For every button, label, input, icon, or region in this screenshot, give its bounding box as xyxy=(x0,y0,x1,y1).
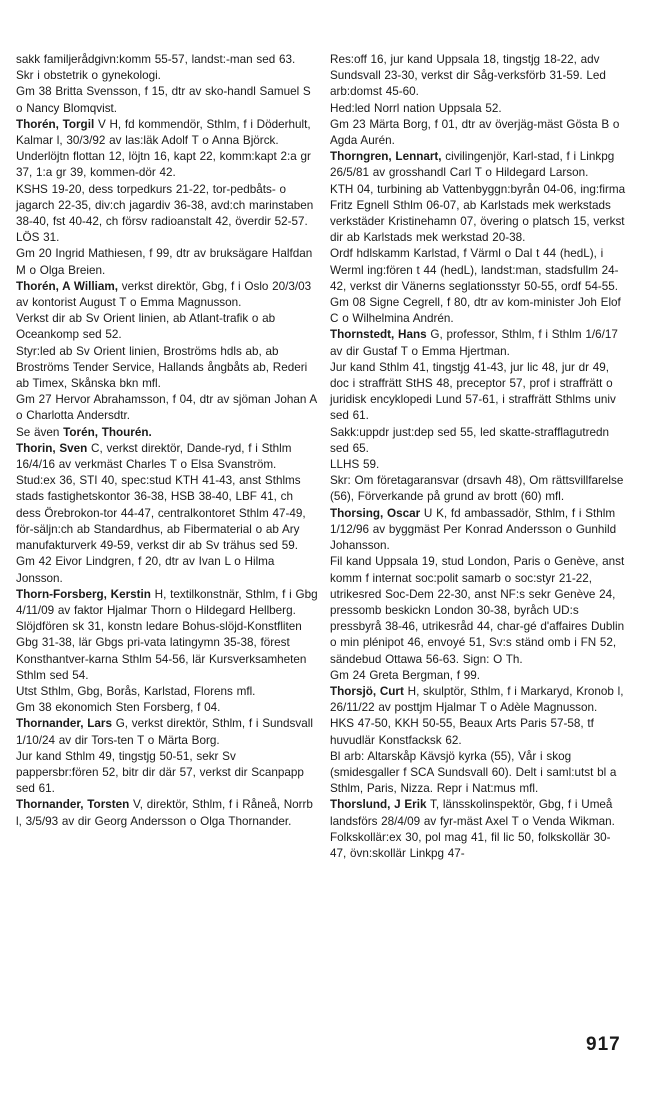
text-paragraph xyxy=(16,554,320,586)
text-paragraph xyxy=(16,425,320,441)
entry-text: H, textilkonstnär, Sthlm, f i Gbg 4/11/09 av faktor Hjalmar Thorn o Hildegard Hellberg. xyxy=(16,587,318,617)
entry-text: Gm 24 Greta Bergman, f 99. xyxy=(330,668,480,682)
entry-text: LÖS 31. xyxy=(16,231,60,245)
entry-name: Thorslund, J Erik xyxy=(330,798,427,812)
text-paragraph xyxy=(16,716,320,748)
entry-text: Jur kand Sthlm 41, tingstjg 41-43, jur lic 48, jur dr 49, doc i straffrätt StHS 48, preceptor 57, prof i straffrätt o juridisk encyklopedi Lund 57-61, i straffrätt Sthlms univ sed 61. xyxy=(330,360,616,423)
entry-text: Gm 23 Märta Borg, f 01, dtr av överjäg-mäst Gösta B o Agda Aurén. xyxy=(330,117,620,148)
text-paragraph xyxy=(330,182,626,247)
page-number: 917 xyxy=(586,1034,621,1055)
entry-name: Thornander, Torsten xyxy=(16,798,130,812)
text-paragraph xyxy=(16,149,320,181)
text-paragraph xyxy=(16,279,320,311)
text-paragraph xyxy=(330,716,626,748)
entry-text: H, skulptör, Sthlm, f i Markaryd, Kronob l, 26/11/22 av posttjm Hjalmar T o Adèle Magnusson. xyxy=(330,684,624,715)
entry-text: Folkskollär:ex 30, pol mag 41, fil lic 50, folkskollär 30-47, övn:skollär Linkpg 47- xyxy=(330,830,611,860)
text-paragraph xyxy=(16,246,320,278)
text-paragraph xyxy=(330,149,626,181)
entry-text: Gm 38 ekonomich Sten Forsberg, f 04. xyxy=(16,701,221,715)
entry-text: T, länsskolinspektör, Gbg, f i Umeå landsförs 28/4/09 av fyr-mäst Axel T o Venda Wikman. xyxy=(330,798,615,828)
entry-text: KTH 04, turbining ab Vattenbyggn:byrån 04-06, ing:firma Fritz Egnell Sthlm 06-07, ab Karlstads mek werkstads verkstäder Kristinehamn 07, övering o platsch 15, verkst dir ab Karlstads mek werkstad 20-38. xyxy=(330,182,626,245)
text-paragraph xyxy=(330,506,626,555)
text-paragraph xyxy=(16,619,320,684)
entry-name: Thorin, Sven xyxy=(16,441,88,455)
text-paragraph xyxy=(330,425,626,457)
entry-text: Slöjdfören sk 31, konstn ledare Bohus-slöjd-Konstfliten Gbg 31-38, lär Gbgs pri-vata latingymn 35-38, förest Konsthantver-karna Sthlm 54-56, lär Kursverksamheten Sthlm sed 54. xyxy=(16,620,307,682)
entry-text: Bl arb: Altarskåp Kävsjö kyrka (55), Vår i skog (smidesgaller f SCA Sundsvall 60). Delt i saml:utst bl a Sthlm, Paris, Nizza. Repr i Nat:mus mfl. xyxy=(330,749,617,796)
entry-name: Thorsing, Oscar xyxy=(330,506,421,520)
entry-text: HKS 47-50, KKH 50-55, Beaux Arts Paris 57-58, tf huvudlär Konstfacksk 62. xyxy=(330,717,594,747)
text-paragraph xyxy=(16,230,320,246)
right-column xyxy=(330,52,626,862)
text-paragraph xyxy=(16,441,320,473)
text-paragraph xyxy=(16,117,320,149)
entry-text: civilingenjör, Karl-stad, f i Linkpg 26/5/81 av grosshandl Carl T o Hildegard Larson. xyxy=(330,150,615,180)
entry-name: Thorngren, Lennart, xyxy=(330,150,442,164)
text-paragraph xyxy=(16,392,320,424)
text-paragraph xyxy=(16,797,320,829)
entry-text: Gm 08 Signe Cegrell, f 80, dtr av kom-minister Joh Elof C o Wilhelmina Andrén. xyxy=(330,296,621,326)
entry-text: V, direktör, Sthlm, f i Råneå, Norrb l, 3/5/93 av dir Georg Andersson o Olga Thornander. xyxy=(16,798,313,828)
entry-text: C, verkst direktör, Dande-ryd, f i Sthlm 16/4/16 av verkmäst Charles T o Elsa Svanström. xyxy=(16,441,292,472)
entry-text: Ordf hdlskamm Karlstad, f Värml o Dal t 44 (hedL), i Werml ing:fören t 44 (hedL), landst:man, stadsfullm 24-42, verkst dir Vänerns seglationsstyr 50-55, ordf 54-55. xyxy=(330,247,619,293)
text-paragraph xyxy=(330,295,626,327)
text-paragraph xyxy=(16,684,320,700)
cross-reference: Torén, Thourén. xyxy=(63,425,152,439)
text-paragraph xyxy=(330,457,626,473)
entry-text: Verkst dir ab Sv Orient linien, ab Atlant-trafik o ab Oceankomp sed 52. xyxy=(16,312,276,342)
entry-name: Thorn-Forsberg, Kerstin xyxy=(16,587,151,601)
text-paragraph xyxy=(16,311,320,343)
entry-name: Thorén, Torgil xyxy=(16,117,95,131)
entry-text: Gm 38 Britta Svensson, f 15, dtr av sko-handl Samuel S o Nancy Blomqvist. xyxy=(16,85,311,115)
entry-text: LLHS 59. xyxy=(330,458,380,472)
text-paragraph xyxy=(330,117,626,149)
text-paragraph xyxy=(330,246,626,295)
entry-name: Thorén, A William, xyxy=(16,279,118,293)
text-paragraph xyxy=(330,797,626,829)
entry-text: Gm 27 Hervor Abrahamsson, f 04, dtr av sjöman Johan A o Charlotta Andersdtr. xyxy=(16,393,317,423)
text-paragraph xyxy=(330,360,626,425)
text-paragraph xyxy=(16,749,320,798)
left-column xyxy=(16,52,320,830)
text-paragraph xyxy=(16,473,320,554)
text-paragraph xyxy=(330,684,626,716)
entry-text: Sakk:uppdr just:dep sed 55, led skatte-strafflagutredn sed 65. xyxy=(330,425,610,455)
entry-text: Jur kand Sthlm 49, tingstjg 50-51, sekr Sv pappersbr:fören 52, bitr dir där 57, verkst dir Scanpapp sed 61. xyxy=(16,749,304,796)
entry-text: Stud:ex 36, STI 40, spec:stud KTH 41-43, anst Sthlms stads fastighetskontor 36-38, HSB 38-40, LBF 41, ch dess Örebrokon-tor 44-47, centralkontoret Sthlm 47-49, för-säljn:ch ab Standardhus, ab Fibermaterial o ab Ary manufakturverk 49-59, verkst dir ab Sv trähus sed 59. xyxy=(16,474,306,553)
entry-text: KSHS 19-20, dess torpedkurs 21-22, tor-pedbåts- o jagarch 22-35, div:ch jagardiv 36-38, avd:ch marinstaben 38-40, fst 40-42, ch försv radioanstalt 42, överdir 52-57. xyxy=(16,182,314,229)
entry-name: Thorsjö, Curt xyxy=(330,684,404,698)
entry-text: Fil kand Uppsala 19, stud London, Paris o Genève, anst komm f internat soc:polit samarb o soc:styr 21-22, utrikesred Soc-Dem 22-30, anst NF:s sekr Genève 24, pressomb beskickn London 30-38, byråch UD:s pressbyrå 38-46, utrikesråd 44, char-gé d'affaires Dublin o min plénipot 46, envoyé 51, Sv:s ständ omb i FN 52, sändebud Ottawa 56-63. Sign: O Th. xyxy=(330,555,625,666)
entry-text: Res:off 16, jur kand Uppsala 18, tingstjg 18-22, adv Sundsvall 23-30, verkst dir Såg-verksförb 31-59. Led arb:domst 45-60. xyxy=(330,53,606,99)
text-paragraph xyxy=(330,749,626,798)
entry-name: Thornander, Lars xyxy=(16,717,112,731)
text-paragraph xyxy=(330,668,626,684)
text-paragraph xyxy=(330,473,626,505)
text-paragraph xyxy=(330,327,626,359)
text-paragraph xyxy=(16,52,320,68)
text-paragraph xyxy=(16,700,320,716)
entry-text: Styr:led ab Sv Orient linien, Broströms hdls ab, ab Broströms Tender Service, Hallands ångbåts ab, Rederi ab Timex, Skånska bkn mfl. xyxy=(16,344,308,391)
entry-text: verkst direktör, Gbg, f i Oslo 20/3/03 av kontorist August T o Emma Magnusson. xyxy=(16,279,312,310)
entry-text: Gm 20 Ingrid Mathiesen, f 99, dtr av bruksägare Halfdan M o Olga Breien. xyxy=(16,247,313,277)
text-paragraph xyxy=(16,182,320,231)
entry-text: U K, fd ambassadör, Sthlm, f i Sthlm 1/12/96 av byggmäst Per Konrad Andersson o Gunhild Johansson. xyxy=(330,506,617,553)
text-paragraph xyxy=(16,68,320,84)
text-paragraph xyxy=(16,587,320,619)
entry-text: Skr: Om företagaransvar (drsavh 48), Om rättsvillfarelse (56), Förverkande på grund av brott (60) mfl. xyxy=(330,474,624,504)
text-paragraph xyxy=(16,84,320,116)
entry-text: G, verkst direktör, Sthlm, f i Sundsvall 1/10/24 av dir Tors-ten T o Märta Borg. xyxy=(16,717,313,747)
entry-text: V H, fd kommendör, Sthlm, f i Döderhult, Kalmar l, 30/3/92 av las:läk Adolf T o Anna Björck. xyxy=(16,117,311,148)
text-paragraph xyxy=(330,101,626,117)
text-paragraph xyxy=(330,52,626,101)
text-paragraph xyxy=(330,830,626,862)
entry-name: Thornstedt, Hans xyxy=(330,328,427,342)
entry-text: Utst Sthlm, Gbg, Borås, Karlstad, Florens mfl. xyxy=(16,684,256,698)
entry-text: Skr i obstetrik o gynekologi. xyxy=(16,69,161,83)
entry-text: G, professor, Sthlm, f i Sthlm 1/6/17 av dir Gustaf T o Emma Hjertman. xyxy=(330,328,618,358)
text-paragraph xyxy=(330,554,626,667)
text-paragraph xyxy=(16,344,320,393)
entry-text: Underlöjtn flottan 12, löjtn 16, kapt 22, komm:kapt 2:a gr 37, 1:a gr 39, kommen-dör 42. xyxy=(16,150,311,180)
entry-text: Gm 42 Eivor Lindgren, f 20, dtr av Ivan L o Hilma Jonsson. xyxy=(16,555,275,585)
entry-text: Hed:led Norrl nation Uppsala 52. xyxy=(330,101,502,115)
entry-text: Se även xyxy=(16,425,64,439)
entry-text: sakk familjerådgivn:komm 55-57, landst:-man sed 63. xyxy=(16,53,296,66)
